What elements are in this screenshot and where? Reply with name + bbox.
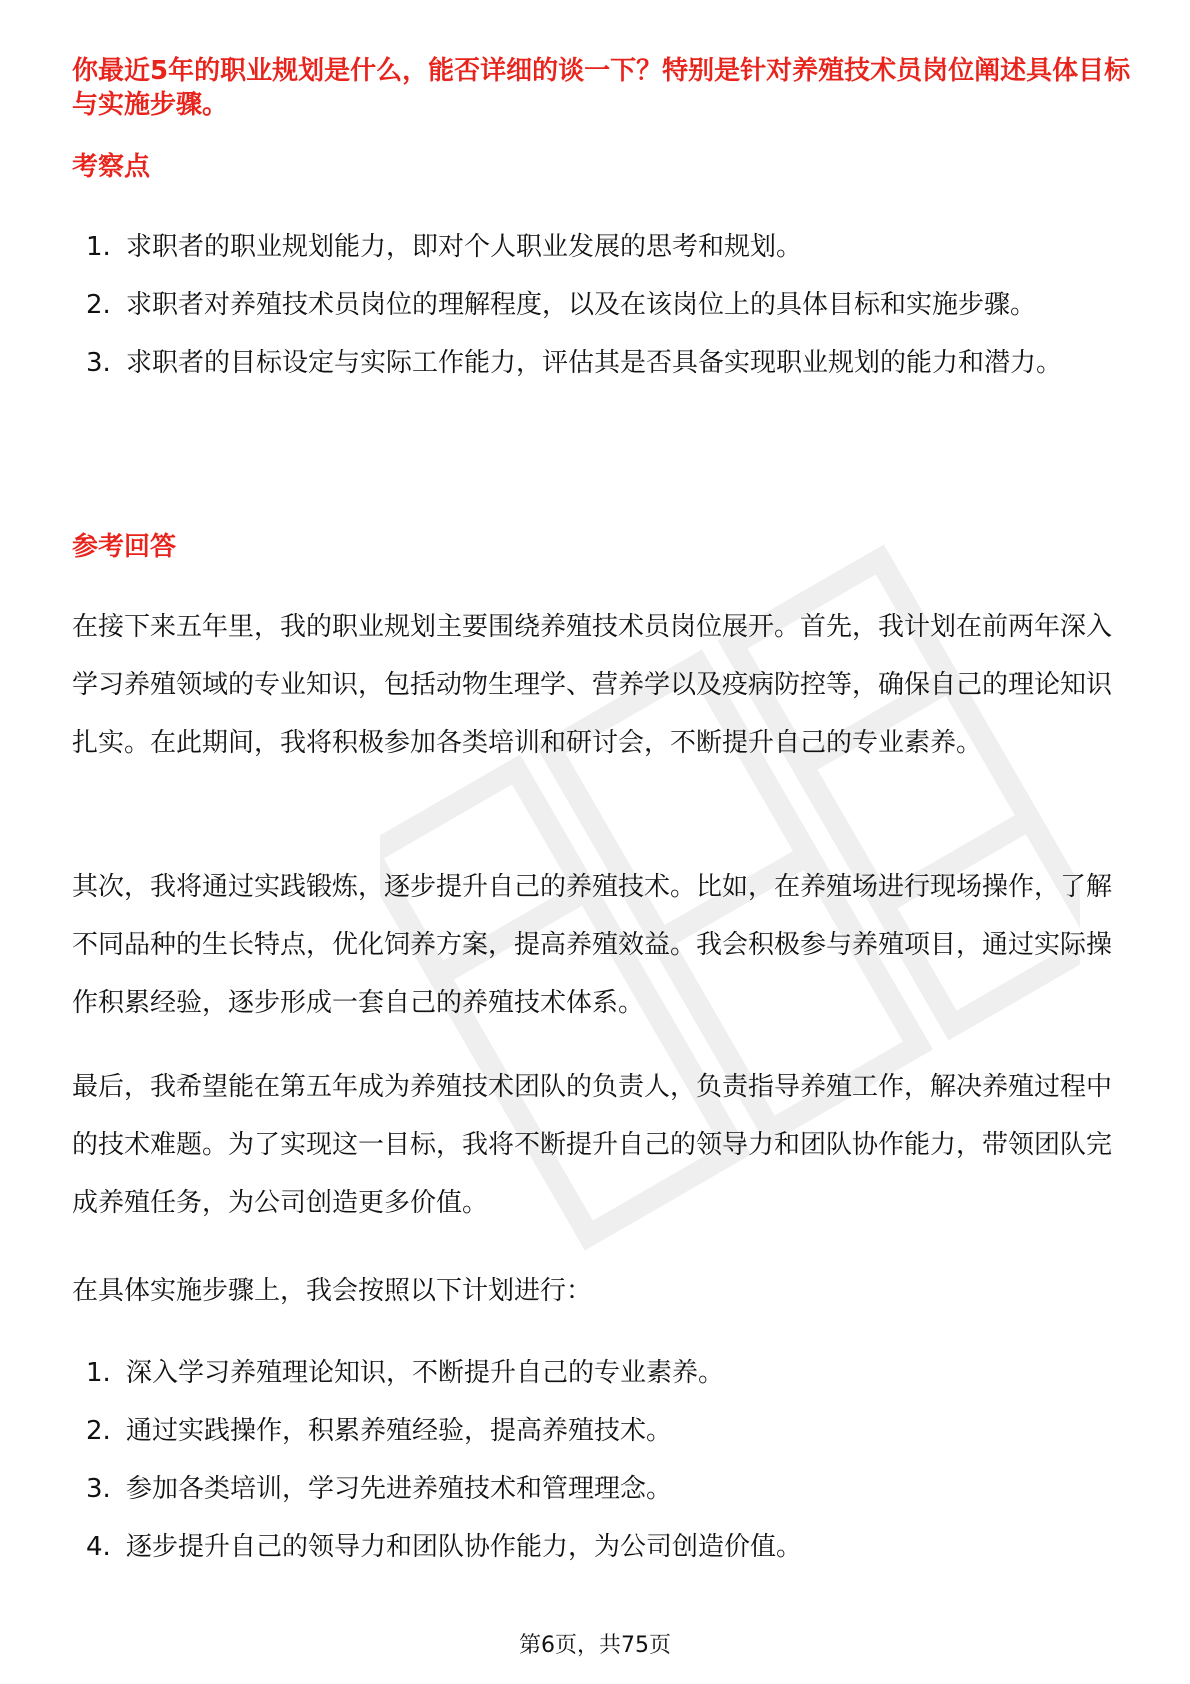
list-item-number: 1. <box>86 1358 111 1388</box>
answer-paragraph: 在具体实施步骤上，我会按照以下计划进行： <box>72 1276 593 1306</box>
list-item <box>72 276 1122 334</box>
list-item-number: 3. <box>86 348 111 378</box>
list-item-text: 参加各类培训，学习先进养殖技术和管理理念。 <box>126 1474 673 1504</box>
list-item <box>72 334 1122 392</box>
list-item-number: 1. <box>86 232 111 262</box>
answer-paragraph: 在接下来五年里，我的职业规划主要围绕养殖技术员岗位展开。首先，我计划在前两年深入学习养殖领域的专业知识，包括动物生理学、营养学以及疫病防控等，确保自己的理论知识扎实。在此期间，我将积极参加各类培训和研讨会，不断提升自己的专业素养。 <box>72 612 1113 758</box>
list-item <box>72 1460 1122 1518</box>
section-heading-reference-answer: 参考回答 <box>72 532 177 562</box>
answer-paragraph: 其次，我将通过实践锻炼，逐步提升自己的养殖技术。比如，在养殖场进行现场操作，了解不同品种的生长特点，优化饲养方案，提高养殖效益。我会积极参与养殖项目，通过实际操作积累经验，逐步形成一套自己的养殖技术体系。 <box>72 872 1113 1018</box>
question-title: 你最近5年的职业规划是什么，能否详细的谈一下？特别是针对养殖技术员岗位阐述具体目标与实施步骤。 <box>72 56 1131 120</box>
list-item <box>72 1402 1122 1460</box>
list-item-number: 2. <box>86 1416 111 1446</box>
list-item-number: 3. <box>86 1474 111 1504</box>
list-item <box>72 1344 1122 1402</box>
list-item-number: 2. <box>86 290 111 320</box>
assessment-points-list <box>72 218 1122 392</box>
page-footer: 第6页，共75页 <box>519 1633 671 1658</box>
list-item-text: 通过实践操作，积累养殖经验，提高养殖技术。 <box>126 1416 673 1446</box>
implementation-steps-list <box>72 1344 1122 1576</box>
list-item <box>72 218 1122 276</box>
list-item-number: 4. <box>86 1532 111 1562</box>
list-item-text: 求职者对养殖技术员岗位的理解程度，以及在该岗位上的具体目标和实施步骤。 <box>126 290 1037 320</box>
list-item-text: 深入学习养殖理论知识，不断提升自己的专业素养。 <box>126 1358 725 1388</box>
section-heading-assessment: 考察点 <box>72 152 151 182</box>
list-item-text: 求职者的职业规划能力，即对个人职业发展的思考和规划。 <box>126 232 803 262</box>
answer-paragraph: 最后，我希望能在第五年成为养殖技术团队的负责人，负责指导养殖工作，解决养殖过程中的技术难题。为了实现这一目标，我将不断提升自己的领导力和团队协作能力，带领团队完成养殖任务，为公司创造更多价值。 <box>72 1072 1113 1218</box>
list-item-text: 求职者的目标设定与实际工作能力，评估其是否具备实现职业规划的能力和潜力。 <box>126 348 1063 378</box>
list-item-text: 逐步提升自己的领导力和团队协作能力，为公司创造价值。 <box>126 1532 803 1562</box>
list-item <box>72 1518 1122 1576</box>
